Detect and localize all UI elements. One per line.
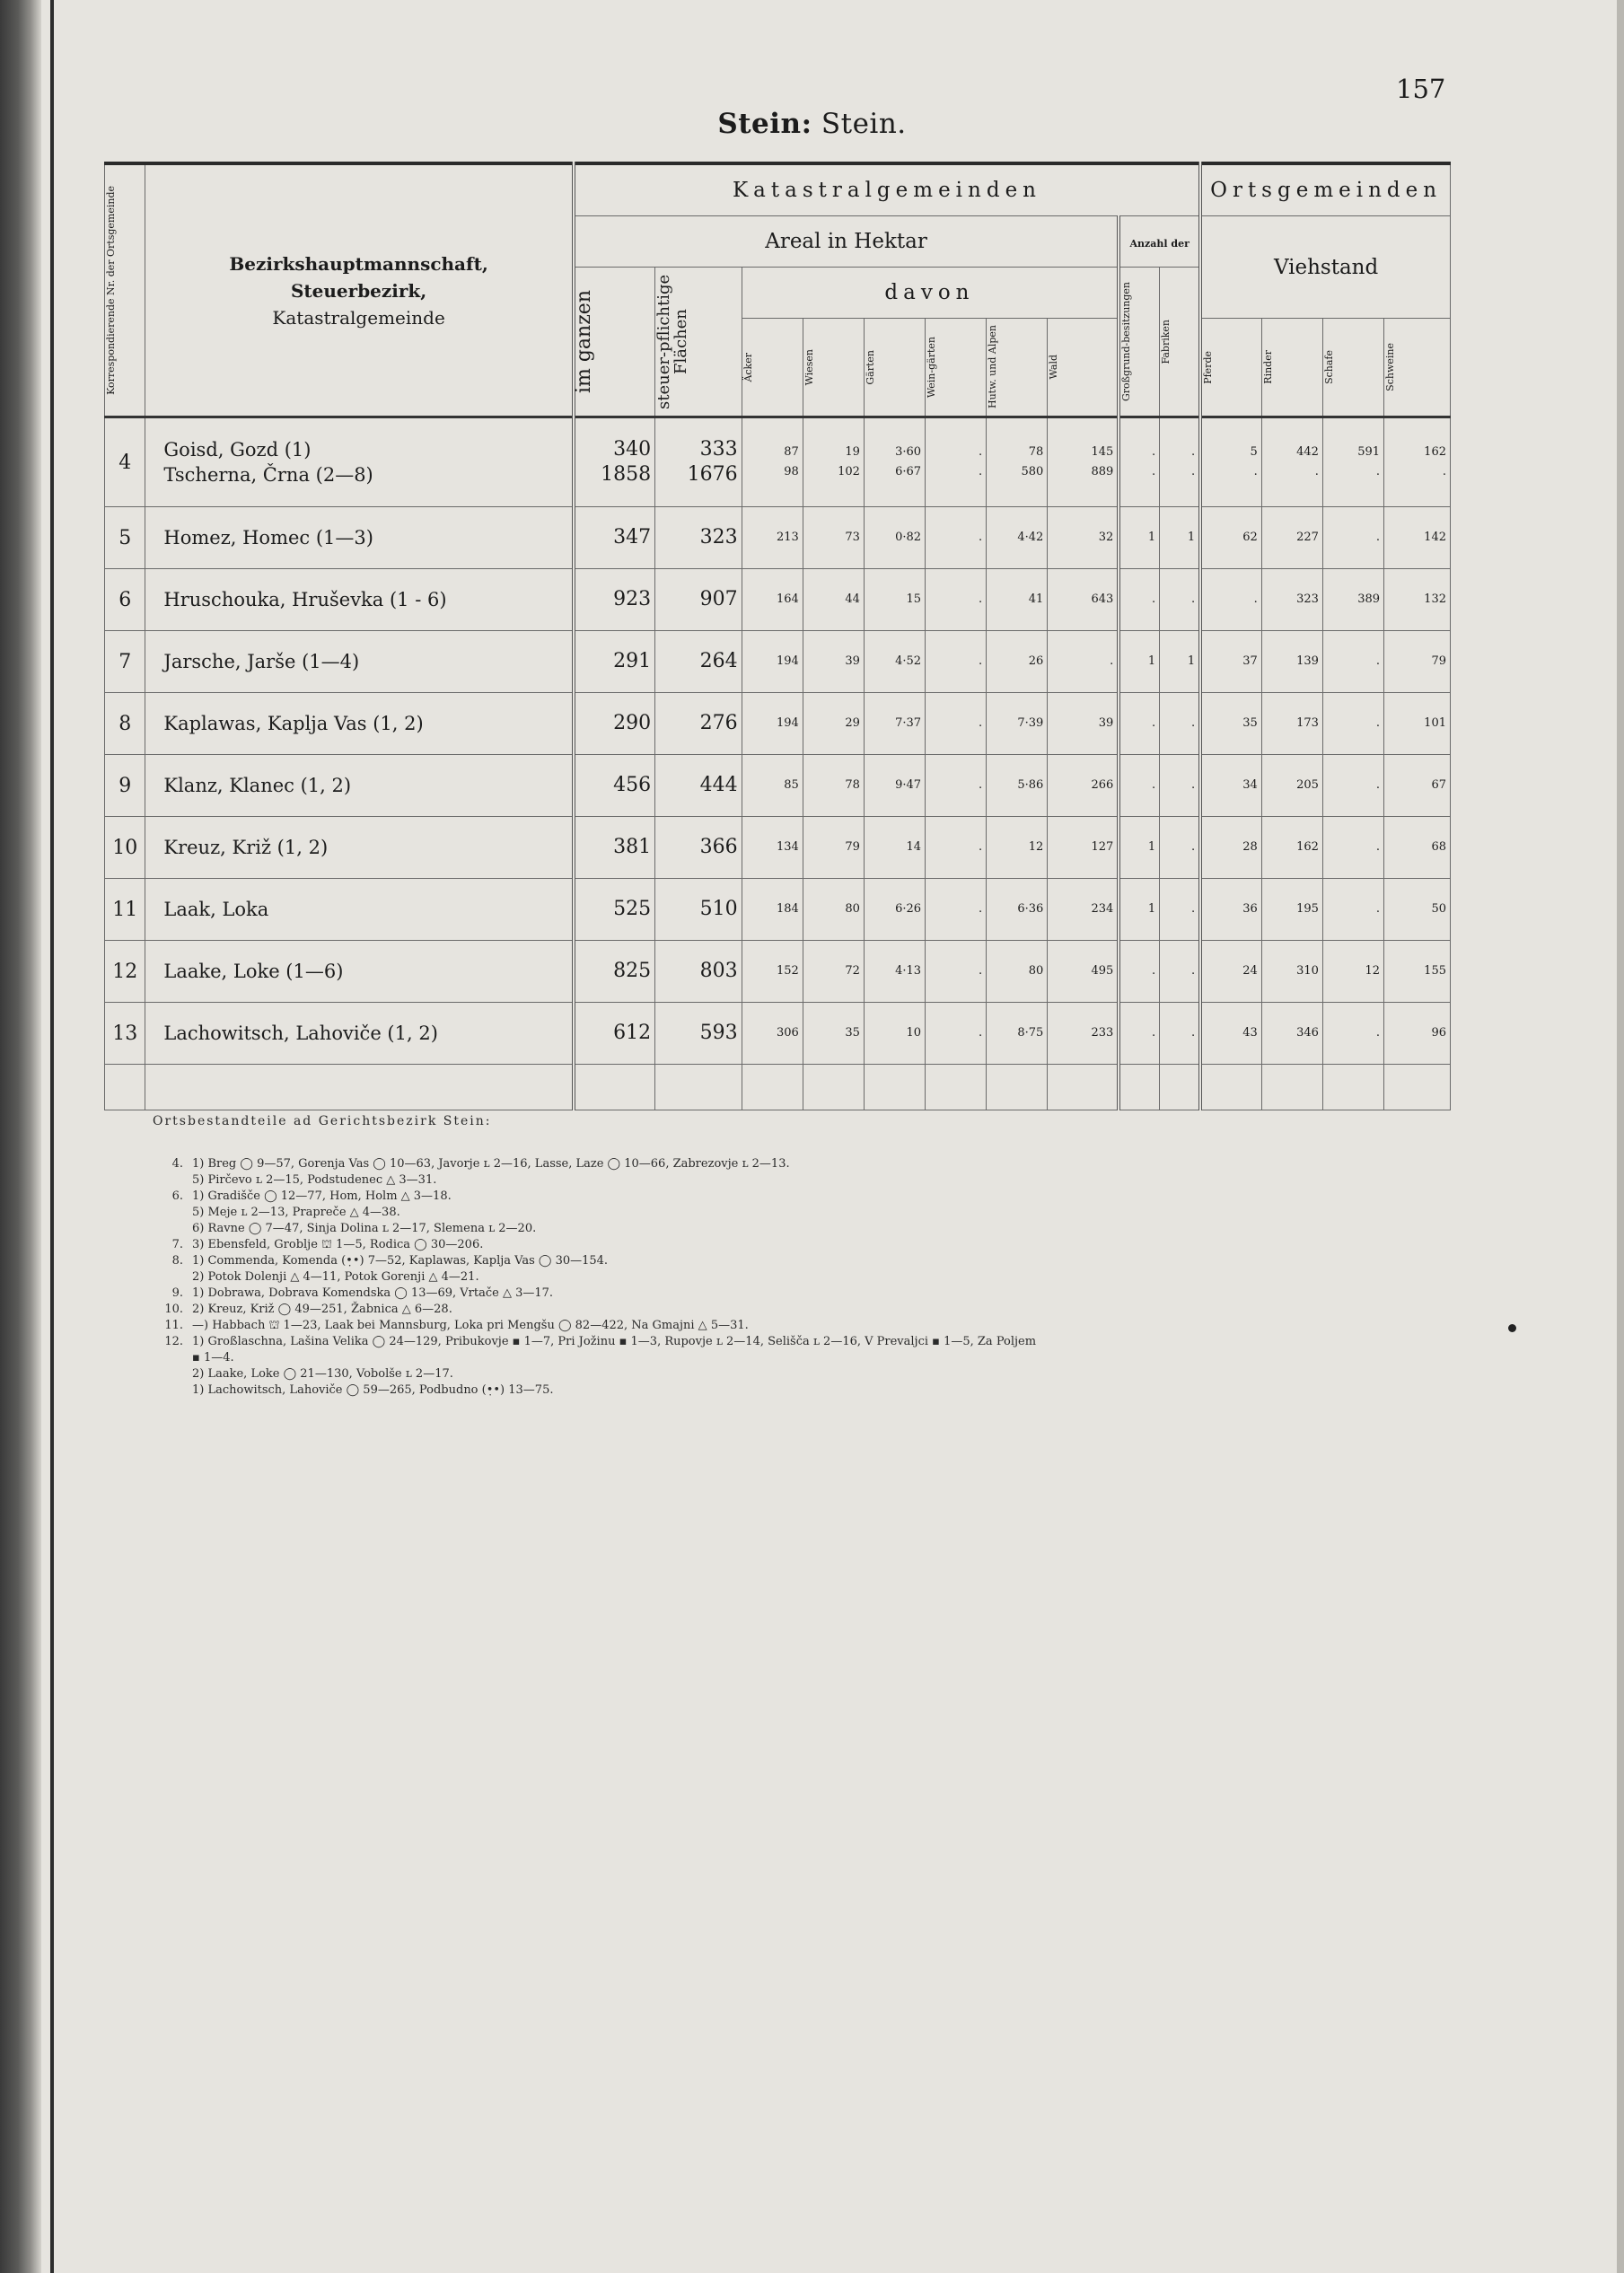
page-edge [1617, 0, 1624, 2273]
header-wiesen: Wiesen [803, 319, 864, 417]
header-hutweiden: Hutw. und Alpen [987, 319, 1048, 417]
table-row: 10 Kreuz, Križ (1, 2) 381 366 134 79 14 . 12 127 1 . 28 162 . 68 [105, 817, 1451, 879]
footnote-line: 2) Potok Dolenji △ 4—11, Potok Gorenji △ 4—21. [192, 1270, 479, 1284]
footnote-line: 9. 1) Dobrawa, Dobrava Komendska ◯ 13—69, Vrtače △ 3—17. [171, 1286, 554, 1300]
header-schafe: Schafe [1322, 319, 1383, 417]
footnote-line: 6) Ravne ◯ 7—47, Sinja Dolina ʟ 2—17, Slemena ʟ 2—20. [192, 1222, 537, 1235]
header-rinder: Rinder [1261, 319, 1322, 417]
table-row: 7 Jarsche, Jarše (1—4) 291 264 194 39 4·52 . 26 . 1 1 37 139 . 79 [105, 631, 1451, 693]
header-viehstand: Viehstand [1200, 216, 1450, 319]
statistics-table [104, 162, 1451, 1110]
header-katastralgemeinden: Katastralgemeinden [574, 163, 1200, 216]
footnote-line: 2) Laake, Loke ◯ 21—130, Vobolše ʟ 2—17. [192, 1367, 453, 1381]
header-im-ganzen: im ganzen [574, 268, 655, 417]
header-steuerpflichtige: steuer-pflichtige Flächen [655, 268, 742, 417]
footnote-line: 1) Lachowitsch, Lahoviče ◯ 59—265, Podbudno (•̣•) 13—75. [192, 1383, 554, 1397]
footnote-line: 12. 1) Großlaschna, Lašina Velika ◯ 24—129, Pribukovje ▪ 1—7, Pri Jožinu ▪ 1—3, Rupovje ʟ 2—14, Selišča ʟ 2—16, V Prevaljci ▪ 1—5, Za Poljem [164, 1335, 1037, 1348]
binding-line [50, 0, 54, 2273]
footnote-line: 4. 1) Breg ◯ 9—57, Gorenja Vas ◯ 10—63, Javorje ʟ 2—16, Lasse, Laze ◯ 10—66, Zabrezovje ʟ 2—13. [171, 1157, 790, 1171]
table-row: 5 Homez, Homec (1—3) 347 323 213 73 0·82 . 4·42 32 1 1 62 227 . 142 [105, 507, 1451, 569]
header-weingaerten: Wein-gärten [926, 319, 987, 417]
footnote-line: 5) Meje ʟ 2—13, Prapreče △ 4—38. [192, 1206, 400, 1219]
table-row: 13 Lachowitsch, Lahoviče (1, 2) 612 593 306 35 10 . 8·75 233 . . 43 346 . 96 [105, 1003, 1451, 1065]
table-row: 11 Laak, Loka 525 510 184 80 6·26 . 6·36 234 1 . 36 195 . 50 [105, 879, 1451, 941]
header-gaerten: Gärten [864, 319, 925, 417]
footnote-line: 5) Pirčevo ʟ 2—15, Podstudenec △ 3—31. [192, 1173, 437, 1187]
page-header [0, 108, 1624, 140]
footnote-line: 10. 2) Kreuz, Križ ◯ 49—251, Žabnica △ 6—28. [164, 1303, 452, 1316]
header-schweine: Schweine [1384, 319, 1451, 417]
header-anzahl: Anzahl der [1119, 216, 1200, 268]
ink-dot [1508, 1324, 1516, 1332]
footnote-line: 7. 3) Ebensfeld, Groblje ⛫ 1—5, Rodica ◯ 30—206. [171, 1238, 484, 1251]
table-row: 8 Kaplawas, Kaplja Vas (1, 2) 290 276 194 29 7·37 . 7·39 39 . . 35 173 . 101 [105, 693, 1451, 755]
footnote-line: 8. 1) Commenda, Komenda (•̣•) 7—52, Kaplawas, Kaplja Vas ◯ 30—154. [171, 1254, 609, 1268]
header-grossgrund: Großgrund-besitzungen [1119, 268, 1159, 417]
page-number: 157 [1396, 74, 1446, 104]
table-row: 9 Klanz, Klanec (1, 2) 456 444 85 78 9·47 . 5·86 266 . . 34 205 . 67 [105, 755, 1451, 817]
header-correspondence-nr: Korrespondierende Nr. der Ortsgemeinde [105, 163, 145, 417]
footnotes [144, 1113, 1436, 1399]
table-row: 12 Laake, Loke (1—6) 825 803 152 72 4·13 . 80 495 . . 24 310 12 155 [105, 941, 1451, 1003]
header-areal: Areal in Hektar [574, 216, 1119, 268]
footnote-line: ▪ 1—4. [192, 1351, 234, 1365]
header-aecker: Äcker [742, 319, 803, 417]
book-spine-shadow [0, 0, 41, 2273]
header-davon: davon [742, 268, 1119, 319]
table-row: 4 Goisd, Gozd (1) Tscherna, Črna (2—8) 340 1858 333 1676 87 98 19 102 3·60 6·67 . . 78 580 145 889 . . . . 5 . 442 . 591 . 162 . [105, 417, 1451, 507]
header-court: Stein. [821, 108, 907, 140]
footnote-line: 11. —) Habbach ⛫ 1—23, Laak bei Mannsburg, Loka pri Mengšu ◯ 82—422, Na Gmajni △ 5—31. [164, 1319, 749, 1332]
header-pferde: Pferde [1200, 319, 1261, 417]
table-bottom-spacer [105, 1065, 1451, 1110]
footnotes-title: Ortsbestandteile ad Gerichtsbezirk Stein: [153, 1114, 492, 1128]
header-ortsgemeinden: Ortsgemeinden [1200, 163, 1450, 216]
header-fabriken: Fabriken [1160, 268, 1200, 417]
header-wald: Wald [1048, 319, 1119, 417]
header-district: Bezirkshauptmannschaft, Steuerbezirk, Katastralgemeinde [145, 163, 574, 417]
footnote-line: 6. 1) Gradišče ◯ 12—77, Hom, Holm △ 3—18. [171, 1189, 452, 1203]
header-district: Stein: [717, 108, 812, 140]
table-row: 6 Hruschouka, Hruševka (1 - 6) 923 907 164 44 15 . 41 643 . . . 323 389 132 [105, 569, 1451, 631]
